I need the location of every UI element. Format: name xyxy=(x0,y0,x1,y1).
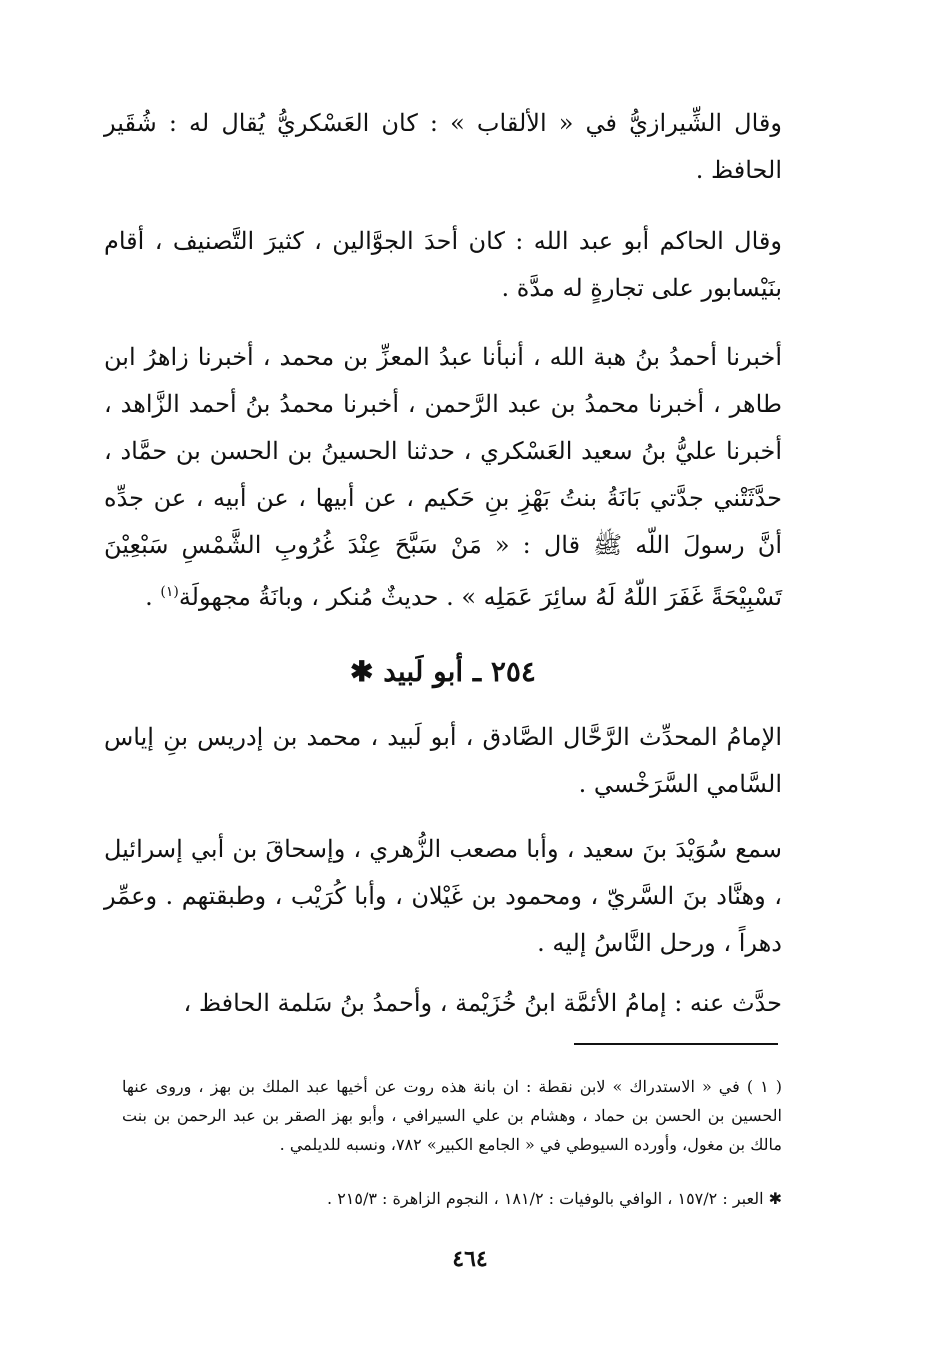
footnote-divider xyxy=(574,1043,778,1045)
page-number: ٤٦٤ xyxy=(452,1246,488,1272)
paragraph-hakim: وقال الحاكم أبو عبد الله : كان أحدَ الجوَّالين ، كثيرَ التَّصنيف ، أقام بنَيْسابور على تجارةٍ له مدَّة . xyxy=(104,227,782,302)
footnote-reference: (١) xyxy=(160,584,179,600)
hadith-text-end: . xyxy=(145,583,161,611)
paragraph-shirazi: وقال الشِّيرازيُّ في « الألقاب » : كان العَسْكريُّ يُقال له : شُقَير الحافظ . xyxy=(104,109,782,184)
footnote-one: ( ١ ) في « الاستدراك » لابن نقطة : ان بانة هذه روت عن أخيها عبد الملك بن بهز ، وروى عنها الحسين بن الحسن بن حماد ، وهشام بن علي السيرافي ، وأبو بهز الصقر بن عبد الرحمن بن بنت مالك بن مغول، وأورده السيوطي في « الجامع الكبير» ٧٨٢، ونسبه للديلمي . xyxy=(122,1077,783,1154)
paragraph-teachers: سمع سُوَيْدَ بنَ سعيد ، وأبا مصعب الزُّهري ، وإسحاقَ بن أبي إسرائيل ، وهنَّاد بنَ السَّريّ ، ومحمود بن غَيْلان ، وأبا كُرَيْب ، وطبقتهم . وعمِّر دهراً ، ورحل النَّاسُ إليه . xyxy=(104,835,782,957)
paragraph-isnad-hadith xyxy=(104,334,782,621)
paragraph-biography-intro: الإمامُ المحدِّث الرَّحَّال الصَّادق ، أبو لَبيد ، محمد بن إدريس بنِ إياس السَّامي السَّرَخْسي . xyxy=(104,723,782,798)
entry-heading: ٢٥٤ ـ أبو لَبيد ✱ xyxy=(350,655,536,688)
footnote-sources: ✱ العبر : ١٥٧/٢ ، الوافي بالوفيات : ١٨١/٢ ، النجوم الزاهرة : ٢١٥/٣ . xyxy=(327,1189,782,1208)
paragraph-students: حدَّث عنه : إمامُ الأئمَّة ابنُ خُزَيْمة ، وأحمدُ بنُ سَلمة الحافظ ، xyxy=(183,989,782,1017)
hadith-text: أخبرنا أحمدُ بنُ هبة الله ، أنبأنا عبدُ المعزِّ بن محمد ، أخبرنا زاهرُ ابن طاهر ، أخبرنا محمدُ بن عبد الرَّحمن ، أخبرنا محمدُ بنُ أحمد الزَّاهد ، أخبرنا عليُّ بنُ سعيد العَسْكري ، حدثنا الحسينُ بن الحسن بن حمَّاد ، حدَّثَتْني جدَّتي بَانَةُ بنتُ بَهْزِ بنِ حَكيم ، عن أبيها ، عن أبيه ، عن جدِّه أنَّ رسولَ اللّه ﷺ قال : « مَنْ سَبَّحَ عِنْدَ غُرُوبِ الشَّمْسِ سَبْعِيْنَ تَسْبِيْحَةً غَفَرَ اللّهُ لَهُ سائِرَ عَمَلِه » . حديثٌ مُنكر ، وبانَةُ مجهولَة xyxy=(104,343,782,611)
